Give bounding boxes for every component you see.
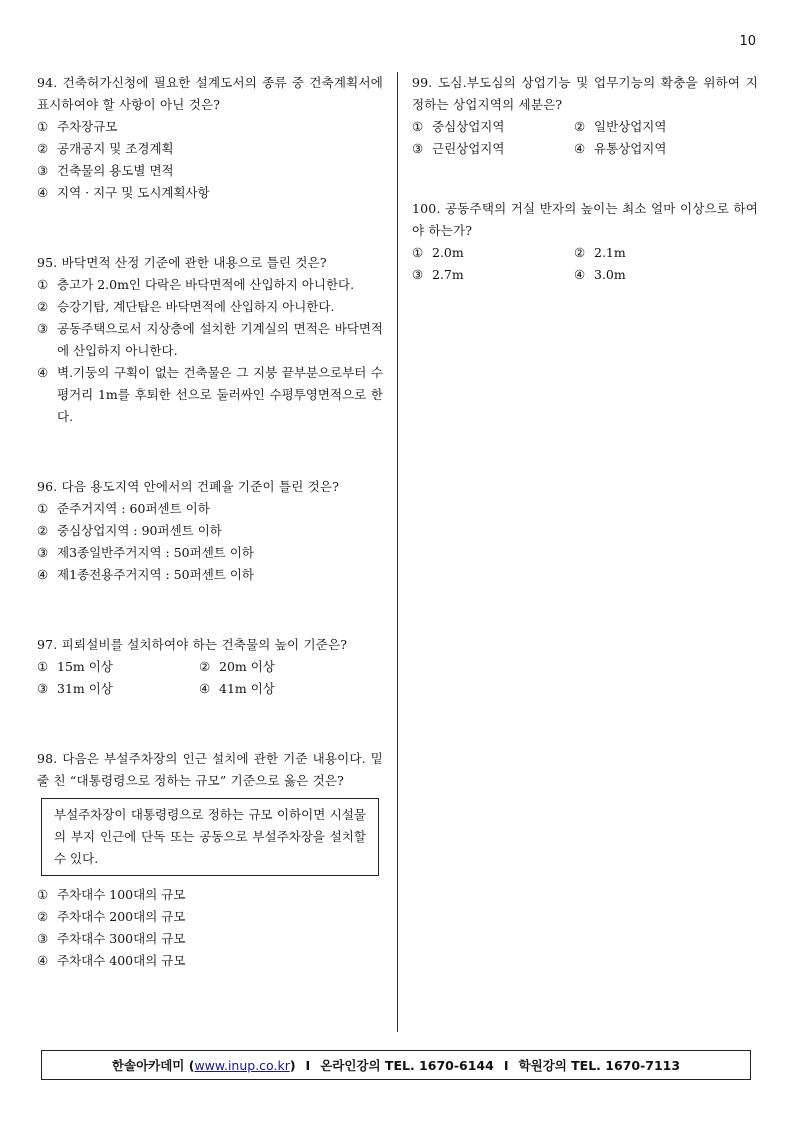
footer-online-phone: 온라인강의 TEL. 1670-6144	[320, 1058, 494, 1073]
right-column	[412, 72, 758, 286]
question-97	[37, 634, 383, 700]
option: ③ 2.7m	[412, 267, 464, 282]
question-96	[37, 476, 383, 586]
question-98	[37, 748, 383, 972]
option: ① 15m 이상	[37, 659, 113, 674]
option: ④ 제1종전용주거지역 : 50퍼센트 이하	[37, 567, 254, 582]
option: ④ 지역 · 지구 및 도시계획사항	[37, 185, 210, 200]
option: ④ 유통상업지역	[574, 141, 667, 156]
footer-bar: 한솔아카데미 ( www.inup.co.kr ) I 온라인강의 TEL. 1670-6144 I 학원강의 TEL. 1670-7113	[41, 1050, 751, 1080]
question-text: 94. 건축허가신청에 필요한 설계도서의 종류 중 건축계획서에 표시하여야 할 사항이 아닌 것은?	[37, 75, 383, 112]
option: ② 일반상업지역	[574, 119, 667, 134]
option: ② 중심상업지역 : 90퍼센트 이하	[37, 523, 222, 538]
options-grid	[412, 242, 758, 286]
left-column	[37, 72, 383, 972]
option: ② 2.1m	[574, 245, 626, 260]
option: ② 공개공지 및 조경계획	[37, 141, 174, 156]
option: ③ 건축물의 용도별 면적	[37, 163, 174, 178]
question-text: 100. 공동주택의 거실 반자의 높이는 최소 얼마 이상으로 하여야 하는가?	[412, 201, 758, 238]
footer-academy-name: 한솔아카데미	[111, 1058, 185, 1073]
question-text: 99. 도심.부도심의 상업기능 및 업무기능의 확충을 위하여 지정하는 상업지역의 세분은?	[412, 75, 758, 112]
option: ① 주차대수 100대의 규모	[37, 887, 186, 902]
footer-offline-phone: 학원강의 TEL. 1670-7113	[518, 1058, 681, 1073]
question-text: 97. 피뢰설비를 설치하여야 하는 건축물의 높이 기준은?	[37, 637, 348, 652]
footer-website-link[interactable]: www.inup.co.kr	[194, 1057, 290, 1073]
option: ② 주차대수 200대의 규모	[37, 909, 186, 924]
option: ② 20m 이상	[199, 659, 275, 674]
option: ① 중심상업지역	[412, 119, 505, 134]
question-text: 95. 바닥면적 산정 기준에 관한 내용으로 틀린 것은?	[37, 255, 327, 270]
option: ① 층고가 2.0m인 다락은 바닥면적에 산입하지 아니한다.	[37, 277, 355, 292]
option: ③ 근린상업지역	[412, 141, 505, 156]
option: ③ 31m 이상	[37, 681, 113, 696]
question-100	[412, 198, 758, 286]
option: ① 준주거지역 : 60퍼센트 이하	[37, 501, 210, 516]
option: ② 승강기탑, 계단탑은 바닥면적에 산입하지 아니한다.	[37, 299, 335, 314]
option: ① 주차장규모	[37, 119, 118, 134]
column-divider	[397, 72, 398, 1032]
option: ① 2.0m	[412, 245, 464, 260]
option: ④ 벽.기둥의 구획이 없는 건축물은 그 지붕 끝부분으로부터 수평거리 1m를 후퇴한 선으로 둘러싸인 수평투영면적으로 한다.	[37, 365, 383, 424]
footer-separator: I	[305, 1057, 311, 1073]
option: ③ 공동주택으로서 지상층에 설치한 기계실의 면적은 바닥면적에 산입하지 아니한다.	[37, 321, 383, 358]
option: ④ 주차대수 400대의 규모	[37, 953, 186, 968]
option: ③ 주차대수 300대의 규모	[37, 931, 186, 946]
options-grid	[412, 116, 758, 160]
option: ④ 3.0m	[574, 267, 626, 282]
question-text: 98. 다음은 부설주차장의 인근 설치에 관한 기준 내용이다. 밑줄 친 “대통령령으로 정하는 규모” 기준으로 옳은 것은?	[37, 751, 383, 788]
option: ④ 41m 이상	[199, 681, 275, 696]
footer-separator: I	[503, 1057, 509, 1073]
question-94	[37, 72, 383, 204]
options-grid	[37, 656, 383, 700]
option: ③ 제3종일반주거지역 : 50퍼센트 이하	[37, 545, 254, 560]
question-95	[37, 252, 383, 428]
question-box: 부설주차장이 대통령령으로 정하는 규모 이하이면 시설물의 부지 인근에 단독 또는 공동으로 부설주차장을 설치할 수 있다.	[41, 798, 379, 876]
page-number: 10	[739, 34, 756, 49]
question-text: 96. 다음 용도지역 안에서의 건폐율 기준이 틀린 것은?	[37, 479, 340, 494]
question-99	[412, 72, 758, 160]
